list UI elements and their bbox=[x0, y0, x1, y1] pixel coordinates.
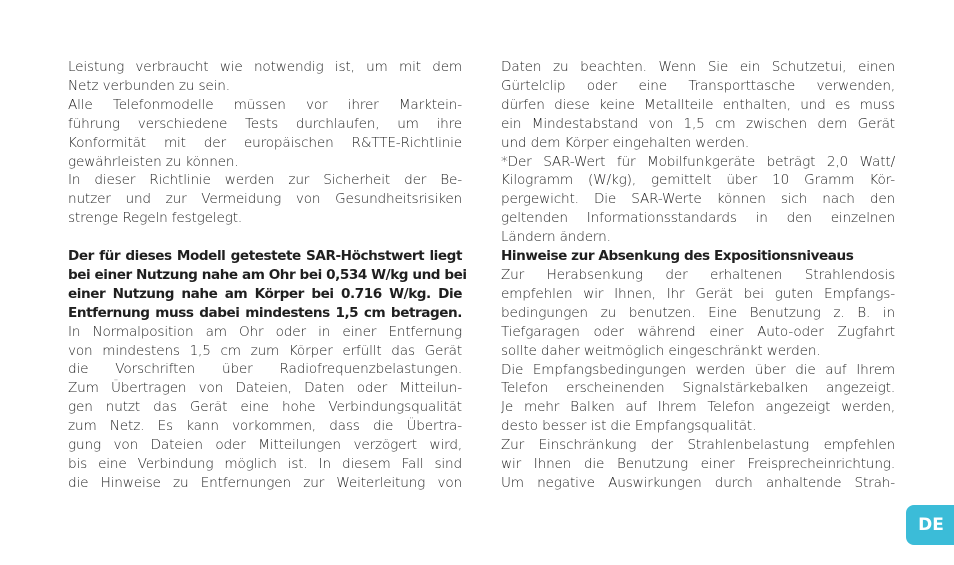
sar-highlight-line: einer Nutzung nahe am Körper bei 0.716 W/kg. Die bbox=[68, 285, 462, 302]
text-line: Netz verbunden zu sein. bbox=[68, 77, 230, 94]
text-line: Daten zu beachten. Wenn Sie ein Schutzetui, einen bbox=[501, 59, 895, 75]
text-line: gen nutzt das Gerät eine hohe Verbindungsqualität bbox=[68, 399, 462, 416]
text-line: gewährleisten zu können. bbox=[68, 153, 239, 170]
sar-highlight-line: bei einer Nutzung nahe am Ohr bei 0,534 W/kg und bei bbox=[68, 266, 467, 283]
text-line: *Der SAR-Wert für Mobilfunkgeräte beträgt 2,0 Watt/ bbox=[501, 153, 895, 170]
text-line: bedingungen zu benutzen. Eine Benutzung z. B. in bbox=[501, 304, 895, 321]
text-line: Ländern ändern. bbox=[501, 229, 611, 246]
text-line: strenge Regeln festgelegt. bbox=[68, 210, 243, 227]
text-line: Zur Herabsenkung der erhaltenen Strahlendosis bbox=[501, 266, 895, 283]
text-line: dürfen diese keine Metallteile enthalten, und es muss bbox=[501, 96, 895, 113]
text-line: Die Empfangsbedingungen werden über die auf Ihrem bbox=[501, 361, 895, 378]
text-line: Kilogramm (W/kg), gemittelt über 10 Gramm Kör- bbox=[501, 172, 895, 189]
text-line: die Vorschriften über Radiofrequenzbelastungen. bbox=[68, 361, 462, 378]
left-text-column bbox=[68, 58, 467, 493]
text-line: gung von Dateien oder Mitteilungen verzögert wird, bbox=[68, 437, 462, 454]
text-line: In dieser Richtlinie werden zur Sicherheit der Be- bbox=[68, 172, 462, 189]
text-line: zum Netz. Es kann vorkommen, dass die Übertra- bbox=[68, 418, 462, 435]
text-line: die Hinweise zu Entfernungen zur Weiterleitung von bbox=[68, 474, 462, 491]
text-line: Leistung verbraucht wie notwendig ist, um mit dem bbox=[68, 59, 462, 75]
sar-highlight-line: Der für dieses Modell getestete SAR-Höchstwert liegt bbox=[68, 248, 462, 265]
text-line: Gürtelclip oder eine Transporttasche verwenden, bbox=[501, 77, 895, 94]
text-line: Je mehr Balken auf Ihrem Telefon angezeigt werden, bbox=[501, 399, 895, 416]
text-line: Telefon erscheinenden Signalstärkebalken angezeigt. bbox=[501, 380, 895, 397]
text-line: Um negative Auswirkungen durch anhaltende Strah- bbox=[501, 474, 895, 491]
sar-highlight-line: Entfernung muss dabei mindestens 1,5 cm betragen. bbox=[68, 304, 462, 321]
text-line: Tiefgaragen oder während einer Auto-oder Zugfahrt bbox=[501, 323, 895, 340]
text-line: Zum Übertragen von Dateien, Daten oder Mitteilun- bbox=[68, 380, 462, 397]
paragraph-gap bbox=[68, 228, 462, 247]
text-line: von mindestens 1,5 cm zum Körper erfüllt das Gerät bbox=[68, 342, 462, 359]
text-line: bis eine Verbindung möglich ist. In diesem Fall sind bbox=[68, 456, 462, 473]
text-line: geltenden Informationsstandards in den einzelnen bbox=[501, 210, 895, 227]
language-tab: DE bbox=[906, 505, 954, 545]
text-line: Zur Einschränkung der Strahlenbelastung empfehlen bbox=[501, 437, 895, 454]
text-line: und dem Körper eingehalten werden. bbox=[501, 134, 750, 151]
text-line: pergewicht. Die SAR-Werte können sich nach den bbox=[501, 191, 895, 208]
text-line: empfehlen wir Ihnen, Ihr Gerät bei guten Empfangs- bbox=[501, 285, 895, 302]
text-line: wir Ihnen die Benutzung einer Freisprecheinrichtung. bbox=[501, 456, 895, 473]
text-line: desto besser ist die Empfangsqualität. bbox=[501, 418, 757, 435]
text-line: Alle Telefonmodelle müssen vor ihrer Marktein- bbox=[68, 96, 462, 113]
text-line: führung verschiedene Tests durchlaufen, um ihre bbox=[68, 115, 462, 132]
text-line: nutzer und zur Vermeidung von Gesundheitsrisiken bbox=[68, 191, 462, 208]
text-line: In Normalposition am Ohr oder in einer Entfernung bbox=[68, 323, 462, 340]
text-line: ein Mindestabstand von 1,5 cm zwischen dem Gerät bbox=[501, 115, 895, 132]
right-text-column bbox=[501, 58, 895, 493]
text-line: sollte daher weitmöglich eingeschränkt werden. bbox=[501, 342, 821, 359]
section-heading: Hinweise zur Absenkung des Expositionsniveaus bbox=[501, 248, 854, 265]
text-line: Konformität mit der europäischen R&TTE-Richtlinie bbox=[68, 134, 462, 151]
